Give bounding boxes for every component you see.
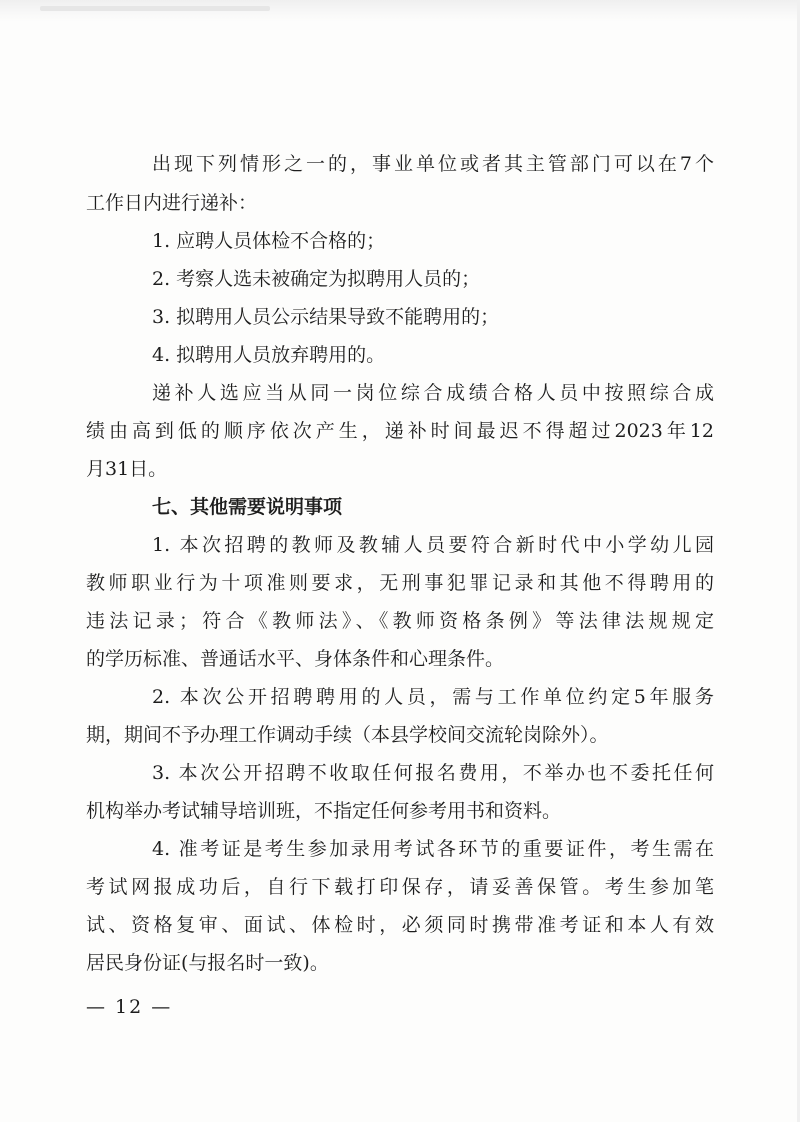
list-item: 3. 拟聘用人员公示结果导致不能聘用的； [152, 306, 500, 328]
list-item: 1. 应聘人员体检不合格的； [152, 230, 386, 252]
scan-streak [40, 6, 270, 11]
paragraph-line: 机构举办考试辅导培训班，不指定任何参考用书和资料。 [86, 800, 562, 822]
paragraph-line: 居民身份证(与报名时一致)。 [86, 952, 329, 974]
paragraph-line: 教师职业行为十项准则要求，无刑事犯罪记录和其他不得聘用的 [86, 572, 714, 594]
page-number: — 12 — [86, 996, 173, 1018]
paragraph-line: 违法记录；符合《教师法》、《教师资格条例》等法律法规规定 [86, 610, 714, 632]
paragraph-line: 出现下列情形之一的，事业单位或者其主管部门可以在7个 [152, 153, 714, 175]
list-item: 4. 拟聘用人员放弃聘用的。 [152, 344, 386, 366]
paragraph-line: 3. 本次公开招聘不收取任何报名费用，不举办也不委托任何 [152, 762, 714, 784]
section-heading: 七、其他需要说明事项 [152, 496, 343, 518]
list-item: 2. 考察人选未被确定为拟聘用人员的； [152, 268, 481, 290]
paragraph-line: 2. 本次公开招聘聘用的人员，需与工作单位约定5年服务 [152, 686, 714, 708]
paragraph-line: 工作日内进行递补： [86, 192, 258, 214]
paragraph-line: 期，期间不予办理工作调动手续（本县学校间交流轮岗除外）。 [86, 724, 609, 746]
paragraph-line: 考试网报成功后，自行下载打印保存，请妥善保管。考生参加笔 [86, 876, 714, 898]
scan-shadow [0, 0, 800, 22]
paragraph-line: 的学历标准、普通话水平、身体条件和心理条件。 [86, 648, 505, 670]
paragraph-line: 递补人选应当从同一岗位综合成绩合格人员中按照综合成 [152, 382, 714, 404]
paragraph-line: 1. 本次招聘的教师及教辅人员要符合新时代中小学幼儿园 [152, 534, 714, 556]
paragraph-line: 绩由高到低的顺序依次产生，递补时间最迟不得超过2023年12 [86, 420, 714, 442]
paragraph-line: 试、资格复审、面试、体检时，必须同时携带准考证和本人有效 [86, 914, 714, 936]
paragraph-line: 4. 准考证是考生参加录用考试各环节的重要证件，考生需在 [152, 838, 714, 860]
paragraph-line: 月31日。 [86, 458, 168, 480]
